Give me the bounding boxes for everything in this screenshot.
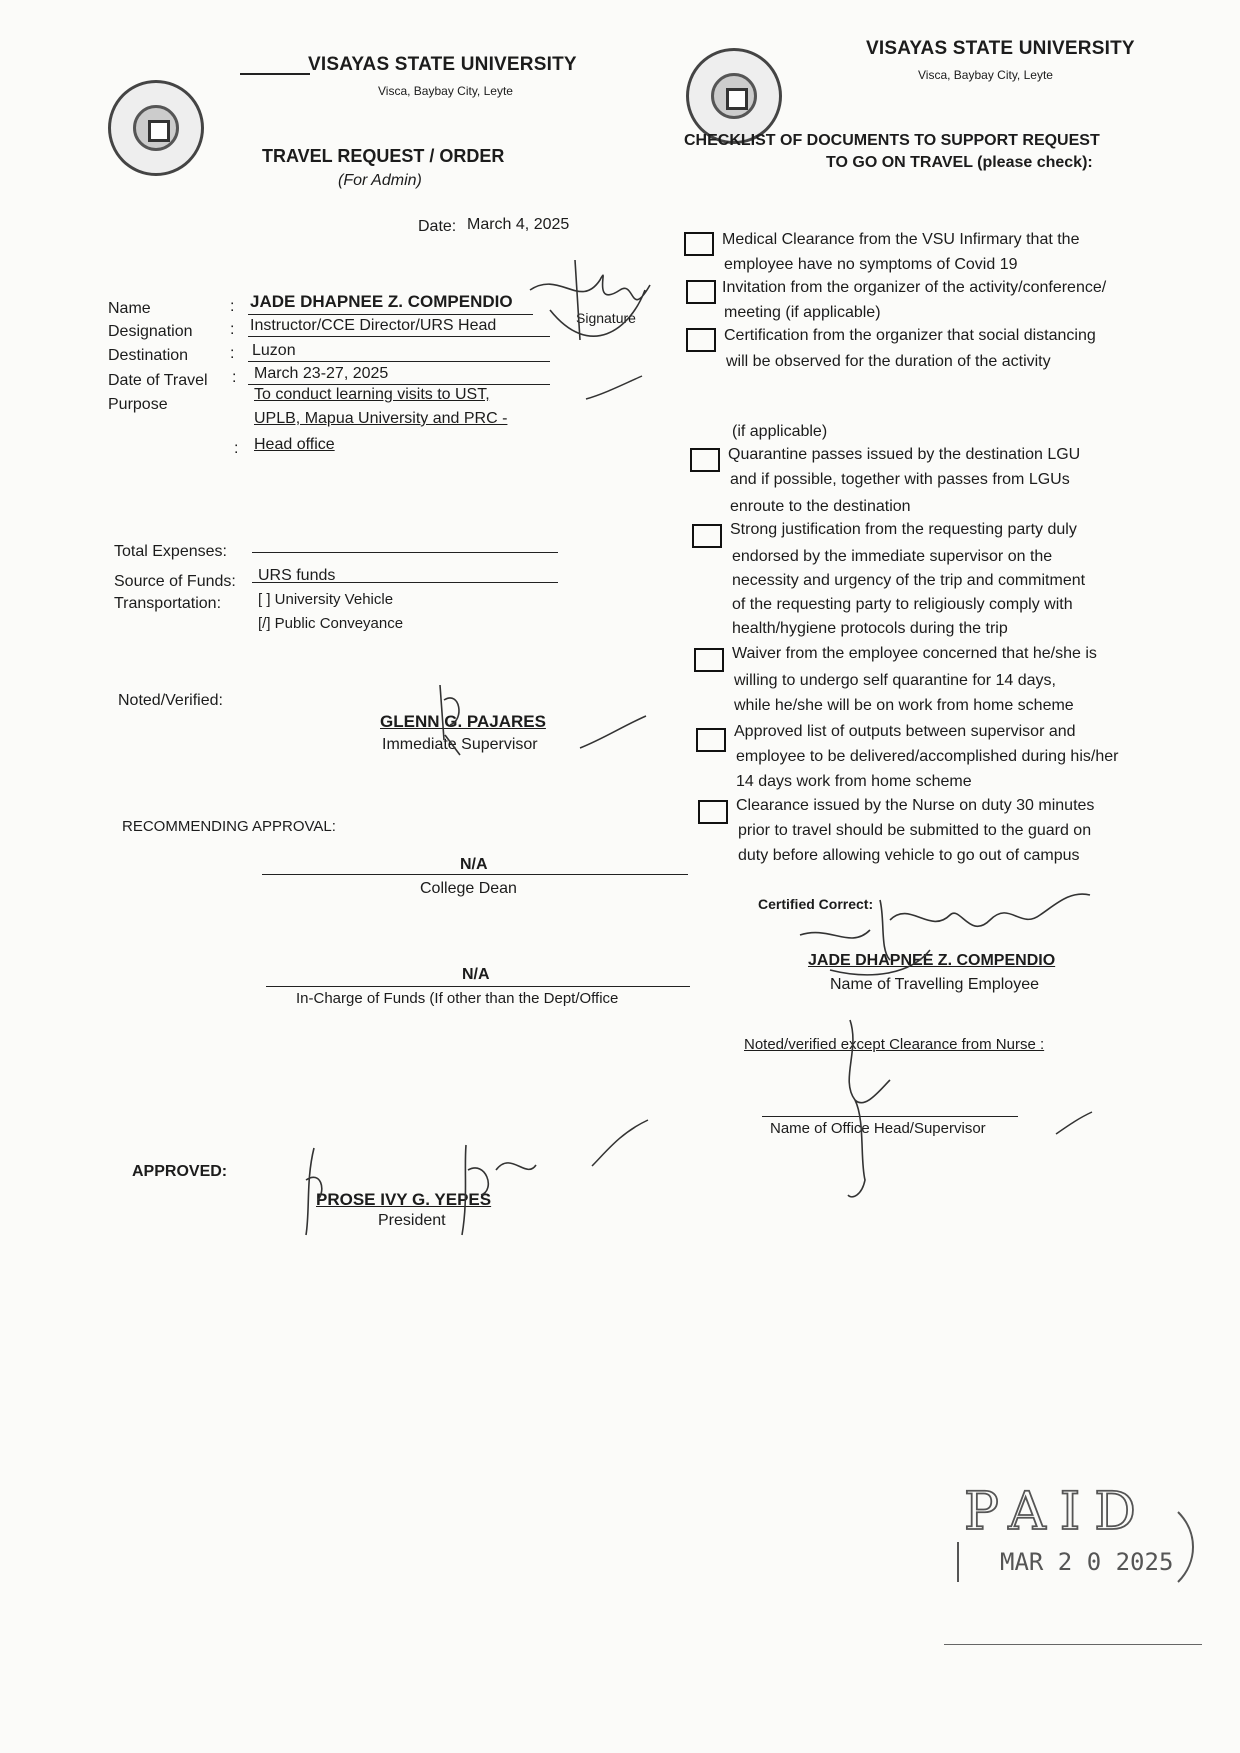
paid-stamp-date: MAR 2 0 2025 [1000,1548,1174,1576]
funds-title: In-Charge of Funds (If other than the Dept/Office [296,990,619,1007]
university-name-right: VISAYAS STATE UNIVERSITY [866,38,1135,59]
funds-value: N/A [462,966,490,983]
paid-stamp-word: PAID [964,1482,1150,1542]
transport-university-vehicle: [ ] University Vehicle [258,591,394,608]
designation-underline [248,336,550,337]
item-quarantine-line-2: and if possible, together with passes from LGUs [730,471,1070,488]
item-justification-line-2: endorsed by the immediate supervisor on the [732,548,1053,565]
item-outputs-line-2: employee to be delivered/accomplished during his/her [736,748,1119,765]
destination-underline [248,361,550,362]
university-location-left: Visca, Baybay City, Leyte [378,84,513,98]
item-waiver-line-3: while he/she will be on work from home scheme [734,697,1074,714]
item-waiver-line-2: willing to undergo self quarantine for 14 days, [734,672,1056,689]
checkbox-approved-outputs[interactable] [696,728,726,752]
designation-value: Instructor/CCE Director/URS Head [250,317,497,334]
item-certification-line-2: will be observed for the duration of the activity [726,353,1051,370]
form-title: TRAVEL REQUEST / ORDER [262,146,505,166]
colon-date: : [232,369,237,386]
purpose-line-3: Head office [254,436,335,453]
date-label: Date: [418,218,457,235]
item-invitation-line-1: Invitation from the organizer of the activity/conference/ [722,279,1107,296]
dean-title: College Dean [420,880,517,897]
checkbox-quarantine-passes[interactable] [690,448,720,472]
checklist-title-line-2: TO GO ON TRAVEL (please check): [826,154,1093,171]
signature-label: Signature [576,310,636,326]
item-justification-line-4: of the requesting party to religiously comply with [732,596,1073,613]
item-justification-line-3: necessity and urgency of the trip and commitment [732,572,1086,589]
employee-name: JADE DHAPNEE Z. COMPENDIO [808,952,1056,969]
source-of-funds-label: Source of Funds: [114,573,236,590]
approved-label: APPROVED: [132,1163,228,1180]
designation-label: Designation [108,323,193,340]
approved-name: PROSE IVY G. YEPES [316,1190,492,1209]
dean-value: N/A [460,856,488,873]
date-of-travel-label: Date of Travel [108,372,208,389]
university-seal-left [108,80,204,176]
item-quarantine-line-1: Quarantine passes issued by the destination LGU [728,446,1081,463]
item-nurse-line-3: duty before allowing vehicle to go out of campus [738,847,1080,864]
item-justification-line-5: health/hygiene protocols during the trip [732,620,1008,637]
university-name-left: VISAYAS STATE UNIVERSITY [308,54,577,75]
checkbox-medical-clearance[interactable] [684,232,714,256]
employee-title: Name of Travelling Employee [830,976,1039,993]
total-expenses-line [252,552,558,553]
noted-name: GLENN G. PAJARES [380,712,546,731]
date-value: March 4, 2025 [467,216,570,233]
total-expenses-label: Total Expenses: [114,543,227,560]
office-head-title: Name of Office Head/Supervisor [770,1120,986,1137]
purpose-label: Purpose [108,396,168,413]
funds-line [266,986,690,987]
item-medical-clearance-line-1: Medical Clearance from the VSU Infirmary that the [722,231,1080,248]
destination-value: Luzon [252,342,296,359]
check-mark-1 [584,374,644,404]
signature-compendio-top [520,250,670,360]
source-of-funds-line [252,582,558,583]
noted-title: Immediate Supervisor [382,736,538,753]
colon-purpose: : [234,440,239,457]
item-waiver-line-1: Waiver from the employee concerned that he/she is [732,645,1097,662]
checkbox-waiver[interactable] [694,648,724,672]
university-location-right: Visca, Baybay City, Leyte [918,68,1053,82]
checkbox-nurse-clearance[interactable] [698,800,728,824]
name-underline [248,314,533,315]
noted-verified-label: Noted/Verified: [118,692,223,709]
purpose-line-1: To conduct learning visits to UST, [254,386,490,403]
checklist-title-line-1: CHECKLIST OF DOCUMENTS TO SUPPORT REQUEST [684,132,1100,149]
noted-except-label: Noted/verified except Clearance from Nurse : [744,1036,1045,1053]
check-mark-4 [1054,1110,1094,1136]
checkbox-invitation[interactable] [686,280,716,304]
colon-designation: : [230,321,235,338]
dean-line [262,874,688,875]
paid-stamp [938,1482,1200,1592]
item-certification-line-1: Certification from the organizer that social distancing [724,327,1096,344]
office-head-line [762,1116,1018,1117]
item-outputs-line-3: 14 days work from home scheme [736,773,972,790]
item-justification-line-1: Strong justification from the requesting party duly [730,521,1077,538]
certified-correct-label: Certified Correct: [758,896,874,912]
transport-public-conveyance: [/] Public Conveyance [258,615,404,632]
colon-name: : [230,298,235,315]
recommending-approval-label: RECOMMENDING APPROVAL: [122,818,336,835]
check-mark-2 [578,714,648,750]
header-rule-left [240,73,310,75]
item-nurse-line-1: Clearance issued by the Nurse on duty 30 minutes [736,797,1095,814]
item-outputs-line-1: Approved list of outputs between supervisor and [734,723,1076,740]
item-medical-clearance-line-2: employee have no symptoms of Covid 19 [724,256,1018,273]
checkbox-certification[interactable] [686,328,716,352]
name-value: JADE DHAPNEE Z. COMPENDIO [250,292,513,311]
transportation-label: Transportation: [114,595,222,612]
checkbox-strong-justification[interactable] [692,524,722,548]
approved-title: President [378,1212,446,1229]
item-quarantine-line-3: enroute to the destination [730,498,911,515]
destination-label: Destination [108,347,189,364]
source-of-funds-value: URS funds [258,567,336,584]
date-of-travel-value: March 23-27, 2025 [254,365,389,382]
colon-destination: : [230,345,235,362]
date-of-travel-underline [248,384,550,385]
name-label: Name [108,300,151,317]
form-subtitle: (For Admin) [338,172,422,189]
item-if-applicable: (if applicable) [732,423,828,440]
purpose-line-2: UPLB, Mapua University and PRC - [254,410,508,427]
item-nurse-line-2: prior to travel should be submitted to the guard on [738,822,1092,839]
university-seal-right [686,48,782,144]
stamp-underline [944,1644,1202,1645]
item-invitation-line-2: meeting (if applicable) [724,304,881,321]
check-mark-3 [590,1118,650,1168]
